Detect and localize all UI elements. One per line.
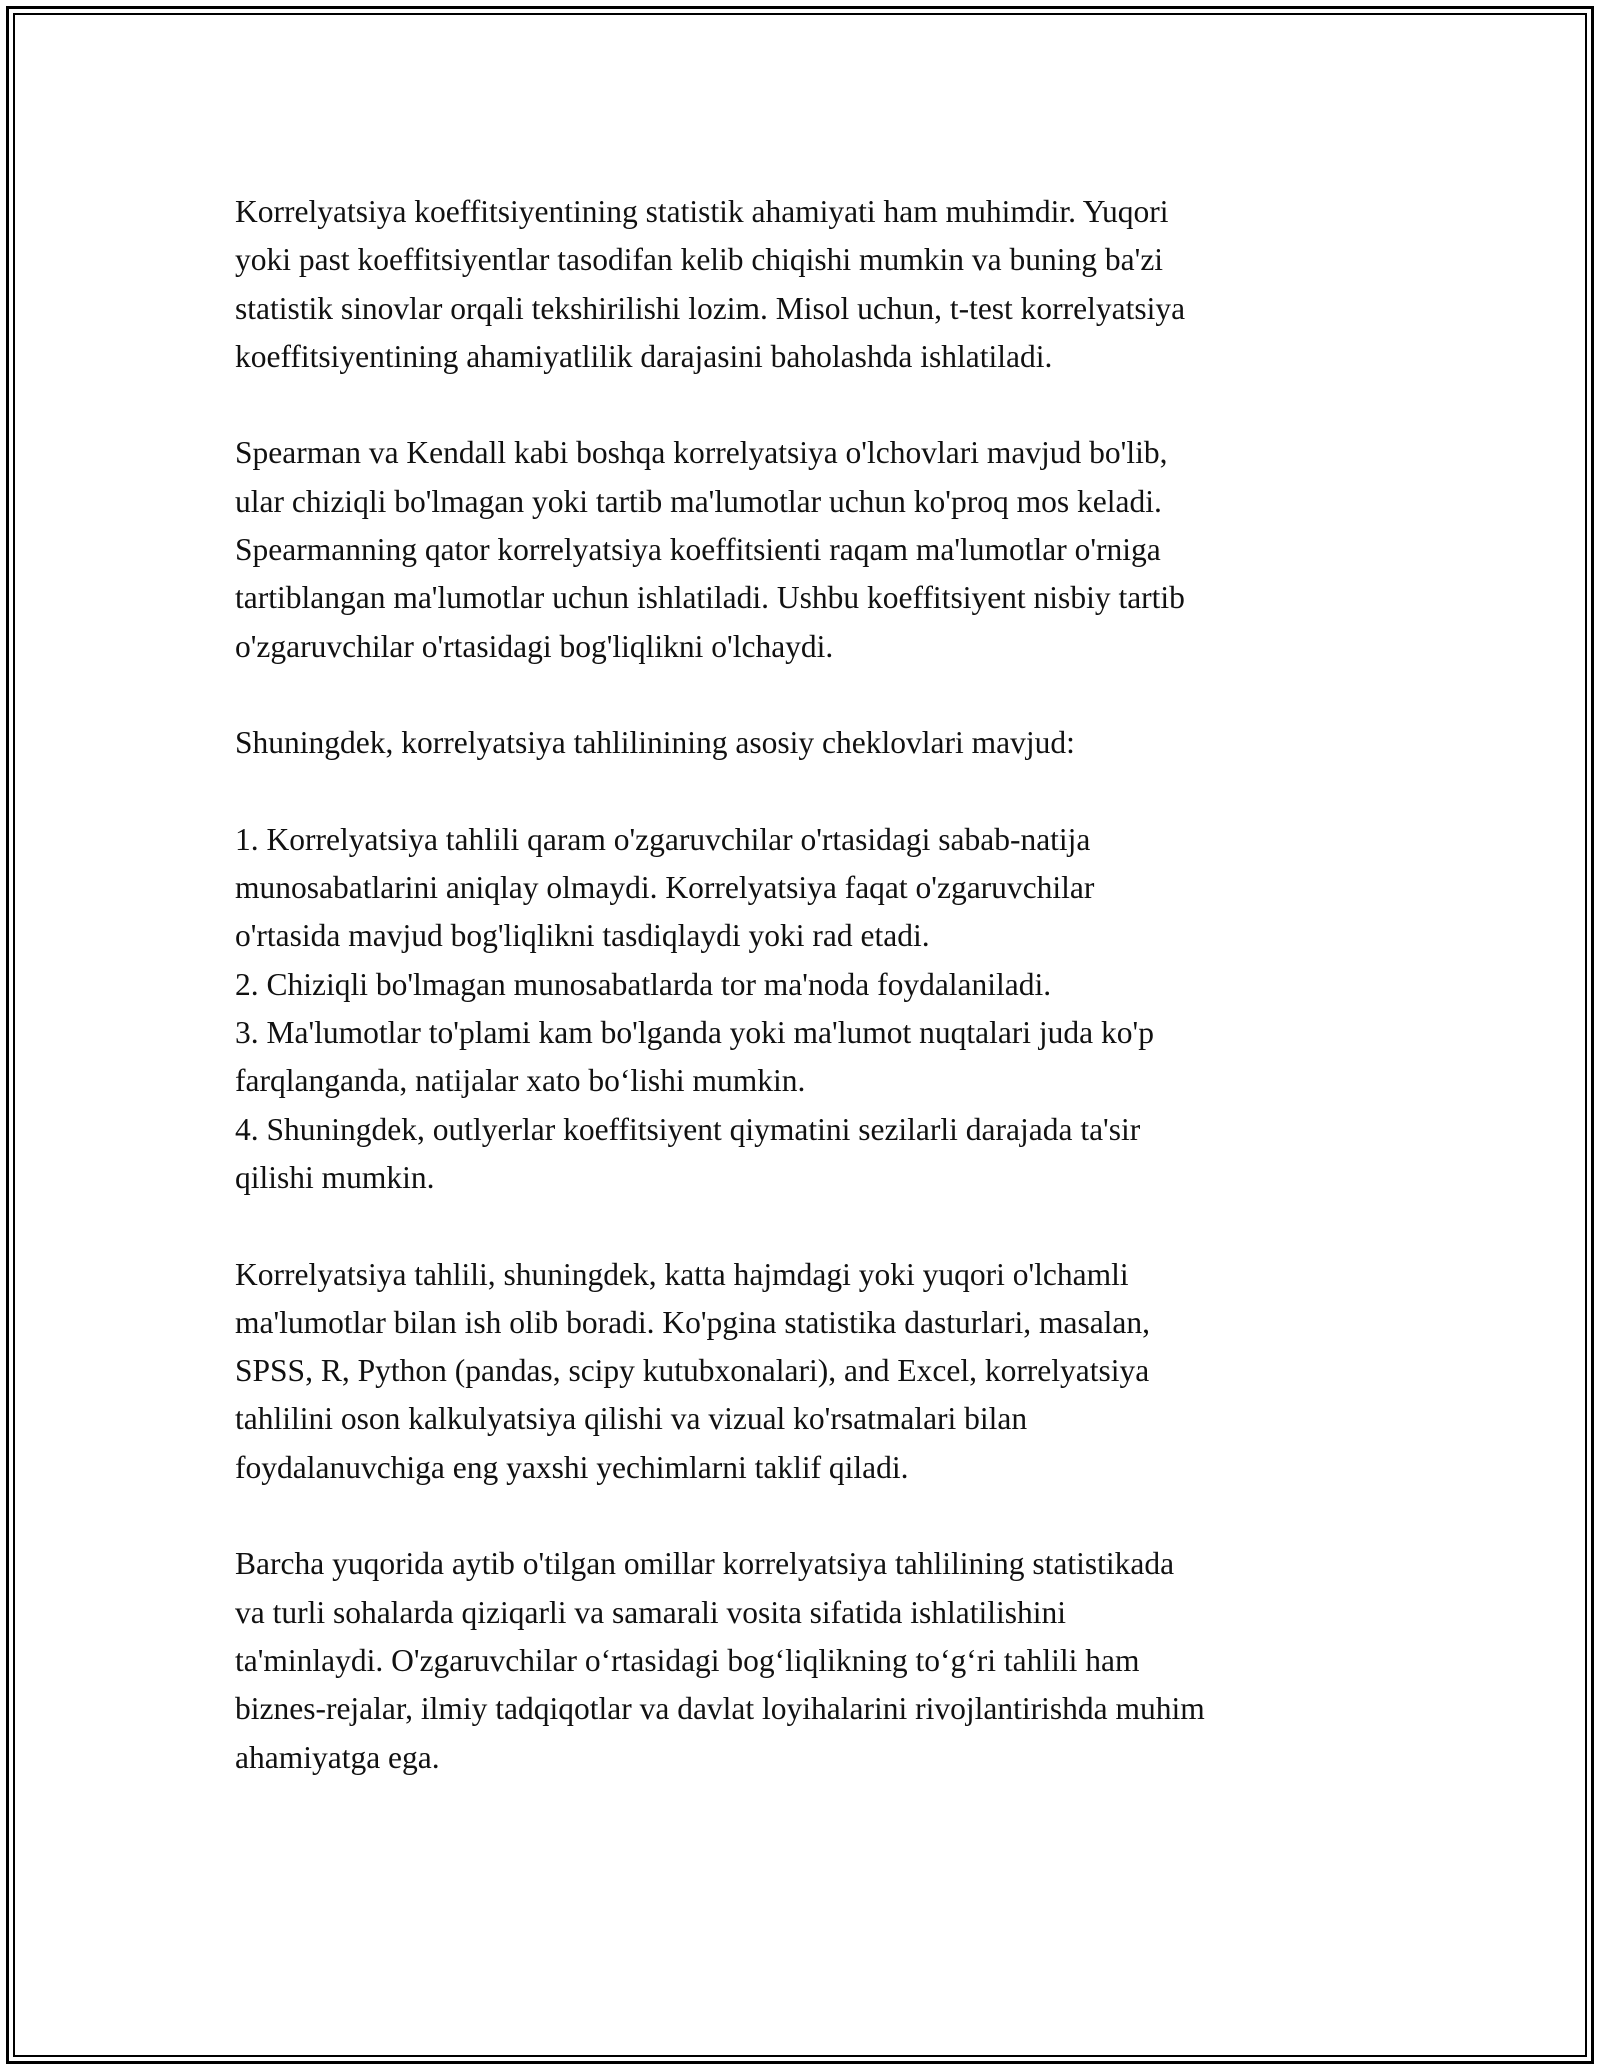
paragraph-significance [235, 188, 1395, 381]
text-line: Spearmanning qator korrelyatsiya koeffitsienti raqam ma'lumotlar o'rniga [235, 532, 1161, 568]
list-item [235, 816, 1395, 961]
text-line: Korrelyatsiya tahlili, shuningdek, katta hajmdagi yoki yuqori o'lchamli [235, 1256, 1129, 1292]
text-line: 1. Korrelyatsiya tahlili qaram o'zgaruvchilar o'rtasidagi sabab-natija [235, 821, 1091, 857]
text-line: o'zgaruvchilar o'rtasidagi bog'liqlikni o'lchaydi. [235, 628, 834, 664]
text-line: 4. Shuningdek, outlyerlar koeffitsiyent qiymatini sezilarli darajada ta'sir [235, 1111, 1141, 1147]
text-line: Korrelyatsiya koeffitsiyentining statistik ahamiyati ham muhimdir. Yuqori [235, 194, 1169, 229]
text-line: 3. Ma'lumotlar to'plami kam bo'lganda yoki ma'lumot nuqtalari juda ko'p [235, 1015, 1154, 1051]
list-item [235, 961, 1395, 1009]
paragraph-software [235, 1251, 1395, 1492]
list-item [235, 1106, 1395, 1203]
text-line: koeffitsiyentining ahamiyatlilik darajasini baholashda ishlatiladi. [235, 338, 1053, 374]
paragraph-conclusion [235, 1540, 1395, 1781]
text-line: ahamiyatga ega. [235, 1739, 440, 1775]
text-line: qilishi mumkin. [235, 1159, 435, 1195]
text-line: tahlilini oson kalkulyatsiya qilishi va vizual ko'rsatmalari bilan [235, 1401, 1028, 1437]
text-line: ta'minlaydi. O'zgaruvchilar o‘rtasidagi bog‘liqlikning to‘g‘ri tahlili ham [235, 1642, 1140, 1678]
text-line: SPSS, R, Python (pandas, scipy kutubxonalari), and Excel, korrelyatsiya [235, 1353, 1150, 1389]
text-line: tartiblangan ma'lumotlar uchun ishlatiladi. Ushbu koeffitsiyent nisbiy tartib [235, 580, 1185, 616]
document-body [235, 188, 1395, 1830]
text-line: statistik sinovlar orqali tekshirilishi lozim. Misol uchun, t-test korrelyatsiya [235, 290, 1186, 326]
paragraph-limitations-intro [235, 719, 1395, 767]
text-line: Barcha yuqorida aytib o'tilgan omillar korrelyatsiya tahlilining statistikada [235, 1546, 1175, 1582]
text-line: va turli sohalarda qiziqarli va samarali vosita sifatida ishlatilishini [235, 1594, 1067, 1630]
text-line: foydalanuvchiga eng yaxshi yechimlarni taklif qiladi. [235, 1449, 909, 1485]
text-line: farqlanganda, natijalar xato bo‘lishi mumkin. [235, 1063, 806, 1099]
text-line: Shuningdek, korrelyatsiya tahlilinining asosiy cheklovlari mavjud: [235, 725, 1075, 761]
text-line: yoki past koeffitsiyentlar tasodifan kelib chiqishi mumkin va buning ba'zi [235, 242, 1164, 278]
text-line: Spearman va Kendall kabi boshqa korrelyatsiya o'lchovlari mavjud bo'lib, [235, 435, 1168, 471]
list-item [235, 1009, 1395, 1106]
text-line: o'rtasida mavjud bog'liqlikni tasdiqlaydi yoki rad etadi. [235, 918, 930, 954]
text-line: munosabatlarini aniqlay olmaydi. Korrelyatsiya faqat o'zgaruvchilar [235, 870, 1095, 906]
text-line: biznes-rejalar, ilmiy tadqiqotlar va davlat loyihalarini rivojlantirishda muhim [235, 1691, 1205, 1727]
paragraph-spearman-kendall [235, 429, 1395, 670]
text-line: ular chiziqli bo'lmagan yoki tartib ma'lumotlar uchun ko'proq mos keladi. [235, 483, 1162, 519]
limitations-list [235, 816, 1395, 1202]
text-line: ma'lumotlar bilan ish olib boradi. Ko'pgina statistika dasturlari, masalan, [235, 1304, 1151, 1340]
text-line: 2. Chiziqli bo'lmagan munosabatlarda tor ma'noda foydalaniladi. [235, 966, 1052, 1002]
